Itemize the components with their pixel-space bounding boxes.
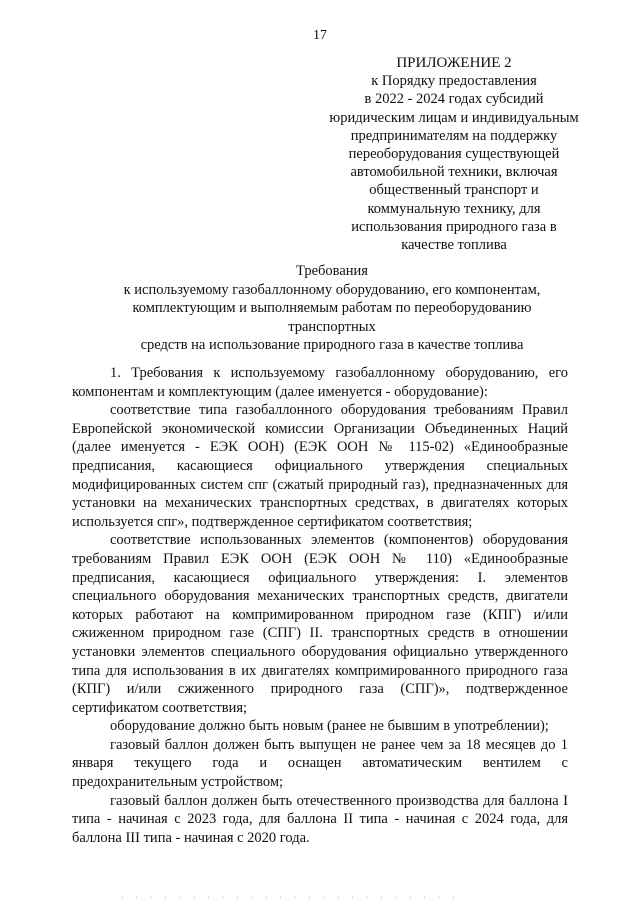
appendix-block xyxy=(318,54,590,254)
paragraph: соответствие типа газобаллонного оборудования требованиям Правил Европейской экономической комиссии Организации Объединенных Наций (далее именуется - ЕЭК ООН) (ЕЭК ООН № 115-02) «Единообразные предписания, касающиеся официального утверждения специальных модифицированных систем спг (сжатый природный газ), предназначенных для установки на механических транспортных средствах, в двигателях которых используется спг», подтвержденное сертификатом соответствия; xyxy=(72,402,568,530)
paragraph: 1. Требования к используемому газобаллонному оборудованию, его компонентам и комплектующим (далее именуется - оборудование): xyxy=(72,365,568,400)
appendix-line: общественный транспорт и xyxy=(369,182,539,199)
page-number: 17 xyxy=(313,28,327,43)
body-text xyxy=(72,364,568,847)
appendix-line: предпринимателям на поддержку xyxy=(350,127,558,144)
paragraph: соответствие использованных элементов (компонентов) оборудования требованиям Правил ЕЭК ООН (ЕЭК ООН № 110) «Единообразные предписания, касающиеся официального утверждения: I. элементов специального оборудования механических транспортных средств, двигатели которых работают на компримированном природном газе (КПГ) и/или сжиженном природном газе (СПГ) II. транспортных средств в отношении установки элементов специального оборудования официально утвержденного типа для использования в их двигателях компримированного природного газа (КПГ) и/или сжиженного природного газа (СПГ)», подтвержденное сертификатом соответствия; xyxy=(72,532,568,716)
paragraph: газовый баллон должен быть отечественного производства для баллона I типа - начиная с 2023 года, для баллона II типа - начиная с 2024 года, для баллона III типа - начиная с 2020 года. xyxy=(72,792,568,846)
appendix-line: коммунальную технику, для xyxy=(367,200,541,217)
appendix-line: в 2022 - 2024 годах субсидий xyxy=(364,91,544,108)
requirements-heading: Требования xyxy=(296,263,368,279)
appendix-line: использования природного газа в xyxy=(351,218,557,235)
requirements-subtitle-line: средств на использование природного газа в качестве топлива xyxy=(140,337,524,353)
appendix-line: автомобильной техники, включая xyxy=(350,164,558,181)
scan-footer-marks: . . . . . . . . . . . . . . . . . . . . . . . . xyxy=(120,893,459,901)
requirements-title xyxy=(96,262,568,355)
appendix-title: ПРИЛОЖЕНИЕ 2 xyxy=(396,55,512,71)
appendix-line: переоборудования существующей xyxy=(348,146,560,163)
requirements-subtitle-line: комплектующим и выполняемым работам по переоборудованию транспортных xyxy=(132,300,532,335)
paragraph: газовый баллон должен быть выпущен не ранее чем за 18 месяцев до 1 января текущего года и оснащен автоматическим вентилем с предохранительным устройством; xyxy=(72,736,568,791)
appendix-line: к Порядку предоставления xyxy=(371,73,537,90)
paragraph: оборудование должно быть новым (ранее не бывшим в употреблении); xyxy=(110,718,549,735)
requirements-subtitle-line: к используемому газобаллонному оборудованию, его компонентам, xyxy=(123,281,541,298)
appendix-line: юридическим лицам и индивидуальным xyxy=(329,109,579,126)
appendix-line: качестве топлива xyxy=(401,237,507,254)
